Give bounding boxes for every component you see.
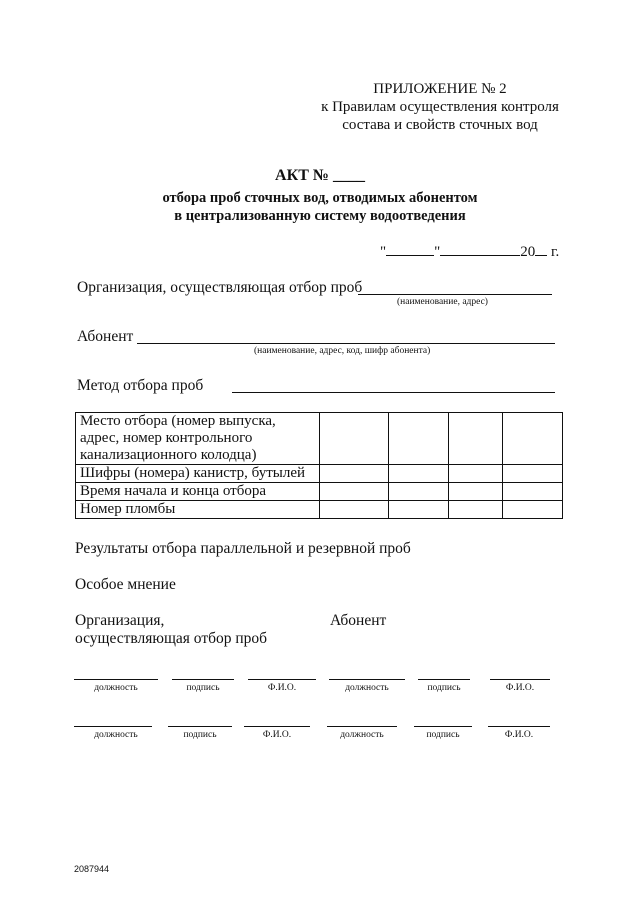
organization-hint: (наименование, адрес) — [397, 297, 488, 307]
table-cell[interactable] — [503, 483, 563, 501]
act-subtitle-line-1: отбора проб сточных вод, отводимых абонентом — [162, 190, 478, 206]
position-label: должность — [94, 683, 138, 693]
subscriber-input-line[interactable] — [137, 343, 555, 344]
method-input-line[interactable] — [232, 392, 555, 393]
subscriber-hint: (наименование, адрес, код, шифр абонента) — [254, 346, 431, 356]
full-name-label: Ф.И.О. — [504, 730, 534, 740]
date-day-blank[interactable] — [386, 241, 434, 256]
annex-number: ПРИЛОЖЕНИЕ № 2 — [373, 81, 507, 97]
date-quote-open: " — [380, 244, 387, 260]
document-code: 2087944 — [74, 864, 110, 874]
method-label: Метод отбора проб — [77, 377, 204, 394]
full-name-label: Ф.И.О. — [505, 683, 535, 693]
position-label: должность — [340, 730, 384, 740]
full-name-label: Ф.И.О. — [267, 683, 297, 693]
table-cell[interactable] — [389, 465, 449, 483]
table-cell[interactable] — [319, 465, 389, 483]
org-signature-heading-2: осуществляющая отбор проб — [75, 630, 268, 647]
signature-line[interactable] — [329, 679, 405, 680]
table-row — [76, 501, 563, 519]
signature-label: подпись — [426, 730, 460, 740]
table-row — [76, 465, 563, 483]
row-label-seal-number: Номер пломбы — [76, 501, 320, 519]
table-cell[interactable] — [449, 483, 503, 501]
date-year-blank[interactable] — [535, 241, 547, 256]
table-cell[interactable] — [389, 501, 449, 519]
signature-label: подпись — [186, 683, 220, 693]
organization-input-line[interactable] — [358, 294, 552, 295]
signature-line[interactable] — [168, 726, 232, 727]
table-cell[interactable] — [319, 413, 389, 465]
date-quote-close: " — [434, 244, 441, 260]
signature-line[interactable] — [490, 679, 550, 680]
signature-line[interactable] — [418, 679, 470, 680]
organization-label: Организация, осуществляющая отбор проб — [77, 279, 363, 296]
signature-line[interactable] — [414, 726, 472, 727]
act-title: АКТ № ____ — [275, 167, 365, 184]
signature-line[interactable] — [244, 726, 310, 727]
table-row — [76, 413, 563, 465]
table-cell[interactable] — [319, 501, 389, 519]
subscriber-label: Абонент — [77, 328, 134, 345]
table-row — [76, 483, 563, 501]
act-subtitle-line-2: в централизованную систему водоотведения — [174, 208, 466, 224]
subscriber-signature-heading: Абонент — [330, 612, 387, 629]
row-label-container-codes: Шифры (номера) канистр, бутылей — [76, 465, 320, 483]
opinion-label: Особое мнение — [75, 576, 176, 593]
table-cell[interactable] — [503, 501, 563, 519]
position-label: должность — [94, 730, 138, 740]
signature-line[interactable] — [74, 726, 152, 727]
row-label-sampling-place: Место отбора (номер выпуска, адрес, номер контрольного канализационного колодца) — [76, 413, 320, 465]
date-line — [380, 241, 559, 261]
table-cell[interactable] — [449, 413, 503, 465]
table-cell[interactable] — [503, 413, 563, 465]
results-label: Результаты отбора параллельной и резервной проб — [75, 540, 411, 557]
table-cell[interactable] — [389, 413, 449, 465]
signature-line[interactable] — [327, 726, 397, 727]
signature-line[interactable] — [172, 679, 234, 680]
sampling-table — [75, 412, 563, 519]
row-label-sampling-time: Время начала и конца отбора — [76, 483, 320, 501]
signature-line[interactable] — [488, 726, 550, 727]
annex-rules-line: к Правилам осуществления контроля — [321, 99, 559, 115]
date-month-blank[interactable] — [440, 241, 520, 256]
signature-label: подпись — [427, 683, 461, 693]
date-year-prefix: 20 — [520, 244, 536, 260]
table-cell[interactable] — [319, 483, 389, 501]
table-cell[interactable] — [449, 465, 503, 483]
signature-line[interactable] — [74, 679, 158, 680]
date-year-suffix: г. — [551, 244, 560, 260]
table-cell[interactable] — [503, 465, 563, 483]
org-signature-heading: Организация, — [75, 612, 165, 629]
signature-line[interactable] — [248, 679, 316, 680]
table-cell[interactable] — [389, 483, 449, 501]
position-label: должность — [345, 683, 389, 693]
full-name-label: Ф.И.О. — [262, 730, 292, 740]
signature-label: подпись — [183, 730, 217, 740]
table-cell[interactable] — [449, 501, 503, 519]
annex-rules-line-2: состава и свойств сточных вод — [342, 117, 538, 133]
